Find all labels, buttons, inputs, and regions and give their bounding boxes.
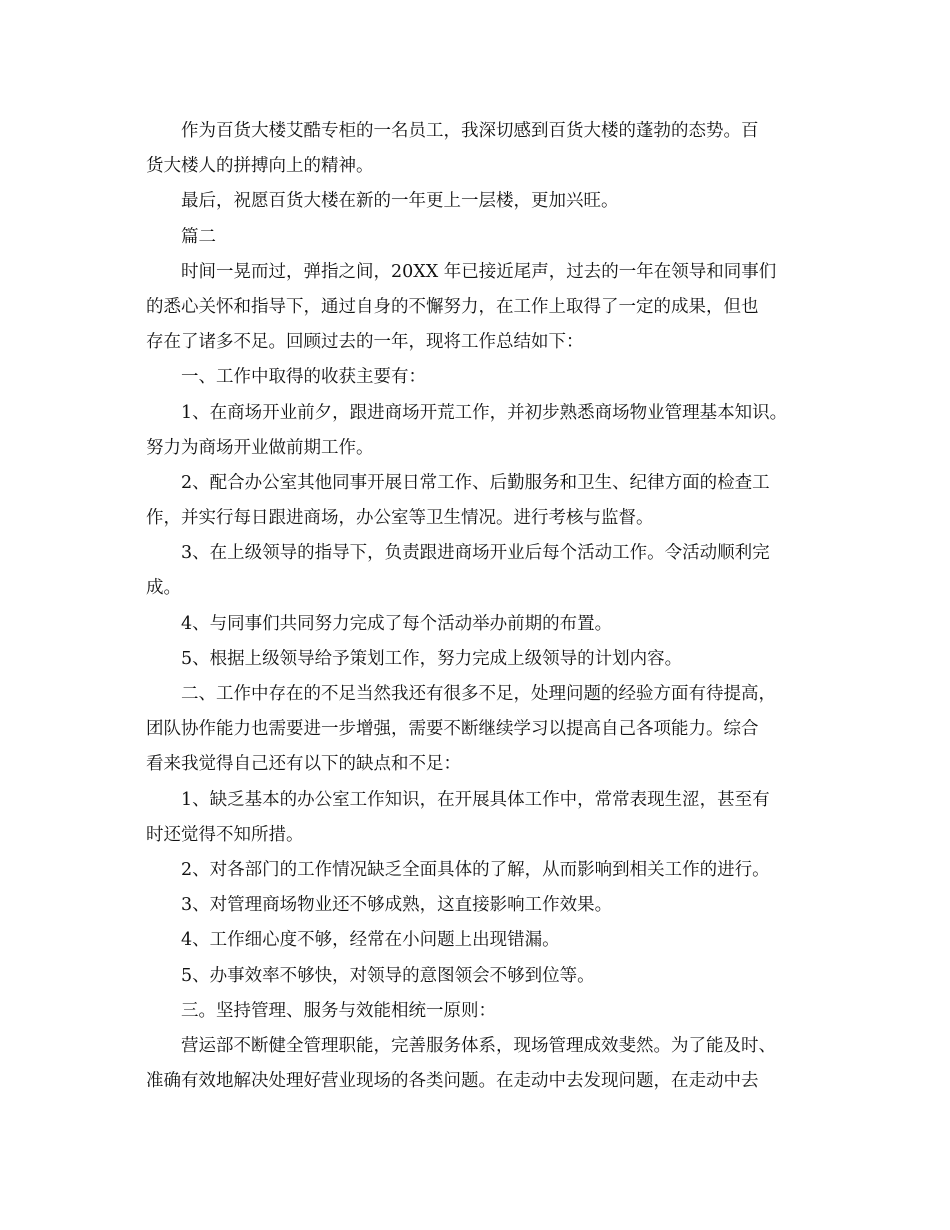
text-line: 最后，祝愿百货大楼在新的一年更上一层楼，更加兴旺。 — [181, 191, 619, 212]
text-line: 的悉心关怀和指导下，通过自身的不懈努力，在工作上取得了一定的成果，但也 — [146, 296, 759, 317]
list-item — [146, 959, 826, 994]
text-line: 货大楼人的拼搏向上的精神。 — [146, 156, 374, 177]
document-body — [146, 114, 826, 1099]
list-item — [146, 536, 826, 606]
list-item — [146, 607, 826, 642]
list-item — [146, 396, 826, 466]
text-line: 二、工作中存在的不足当然我还有很多不足，处理问题的经验方面有待提高， — [181, 684, 776, 704]
section-heading — [146, 220, 826, 255]
text-line: 存在了诸多不足。回顾过去的一年，现将工作总结如下： — [146, 332, 584, 353]
text-line: 2、对各部门的工作情况缺乏全面具体的了解，从而影响到相关工作的进行。 — [181, 859, 770, 880]
section-heading — [146, 360, 826, 395]
text-line: 一、工作中取得的收获主要有： — [181, 367, 426, 388]
text-line: 4、与同事们共同努力完成了每个活动举办前期的布置。 — [181, 613, 613, 634]
paragraph — [146, 114, 826, 184]
text-line: 成。 — [146, 578, 181, 599]
text-line: 5、根据上级领导给予策划工作，努力完成上级领导的计划内容。 — [181, 648, 683, 669]
text-line: 看来我觉得自己还有以下的缺点和不足： — [146, 754, 461, 775]
text-line: 努力为商场开业做前期工作。 — [146, 437, 374, 458]
text-line: 4、工作细心度不够，经常在小问题上出现错漏。 — [181, 930, 560, 951]
text-line: 准确有效地解决处理好营业现场的各类问题。在走动中去发现问题，在走动中去 — [146, 1071, 759, 1092]
text-line: 团队协作能力也需要进一步增强，需要不断继续学习以提高自己各项能力。综合 — [146, 719, 759, 740]
paragraph — [146, 1029, 826, 1099]
text-line: 作，并实行每日跟进商场，办公室等卫生情况。进行考核与监督。 — [146, 508, 654, 529]
text-line: 1、在商场开业前夕，跟进商场开荒工作，并初步熟悉商场物业管理基本知识。 — [181, 402, 788, 423]
paragraph — [146, 184, 826, 219]
text-line: 篇二 — [181, 226, 216, 247]
paragraph — [146, 677, 826, 783]
paragraph — [146, 255, 826, 361]
text-line: 营运部不断健全管理职能，完善服务体系，现场管理成效斐然。为了能及时、 — [181, 1035, 776, 1056]
text-line: 时还觉得不知所措。 — [146, 824, 304, 845]
list-item — [146, 853, 826, 888]
list-item — [146, 783, 826, 853]
text-line: 5、办事效率不够快，对领导的意图领会不够到位等。 — [181, 965, 595, 986]
text-line: 3、对管理商场物业还不够成熟，这直接影响工作效果。 — [181, 895, 613, 916]
text-line: 作为百货大楼艾酷专柜的一名员工，我深切感到百货大楼的蓬勃的态势。百 — [181, 121, 759, 141]
list-item — [146, 642, 826, 677]
list-item — [146, 923, 826, 958]
list-item — [146, 466, 826, 536]
text-line: 3、在上级领导的指导下，负责跟进商场开业后每个活动工作。令活动顺利完 — [181, 543, 770, 564]
text-line: 时间一晃而过，弹指之间，20XX 年已接近尾声，过去的一年在领导和同事们 — [181, 261, 777, 282]
text-line: 三。坚持管理、服务与效能相统一原则： — [181, 1000, 496, 1021]
list-item — [146, 888, 826, 923]
text-line: 2、配合办公室其他同事开展日常工作、后勤服务和卫生、纪律方面的检查工 — [181, 472, 770, 493]
text-line: 1、缺乏基本的办公室工作知识，在开展具体工作中，常常表现生涩，甚至有 — [181, 789, 770, 810]
section-heading — [146, 994, 826, 1029]
